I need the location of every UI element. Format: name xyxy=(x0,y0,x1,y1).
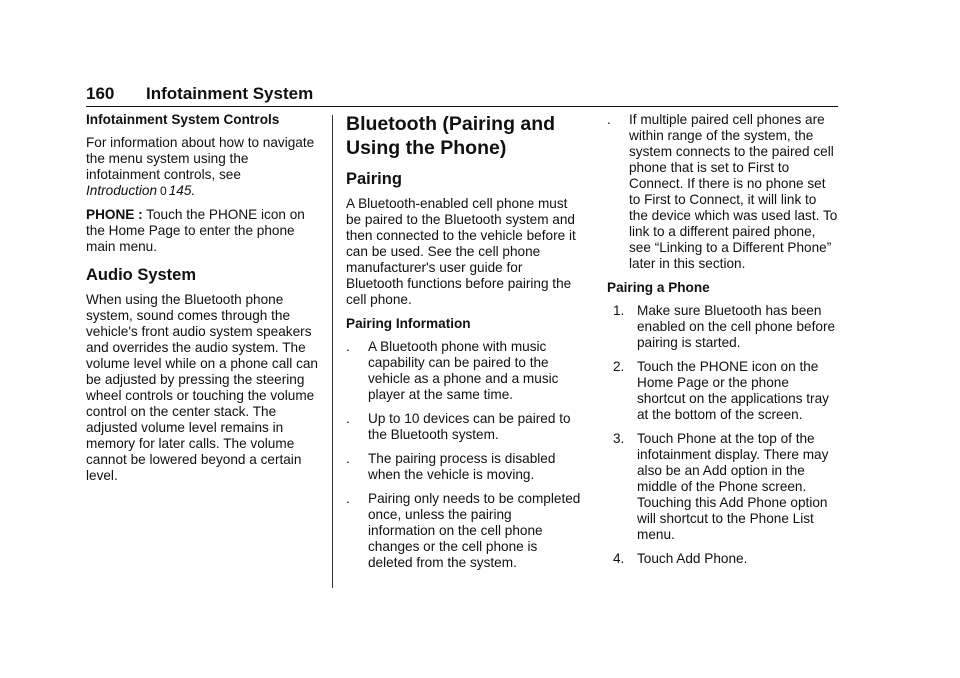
bullet-marker: . xyxy=(607,112,611,127)
bullet-marker: . xyxy=(346,339,350,354)
step-item xyxy=(607,431,839,543)
step-number: 2. xyxy=(613,359,625,374)
controls-subheading: Infotainment System Controls xyxy=(86,112,280,127)
phone-paragraph xyxy=(86,207,326,255)
controls-intro-text: For information about how to navigate the menu system using the infotainment controls, see xyxy=(86,135,315,182)
step-number: 4. xyxy=(613,551,625,566)
bullet-marker: . xyxy=(346,451,350,466)
introduction-page-ref[interactable]: 145 xyxy=(168,183,192,198)
pairing-paragraph: A Bluetooth-enabled cell phone must be paired to the Bluetooth system and then connected to the vehicle before it can be used. See the cell phone manufacturer's user guide for Bluetooth functions before pairing the cell phone. xyxy=(346,196,576,307)
bullet-marker: . xyxy=(346,491,350,506)
bullet-text: If multiple paired cell phones are within range of the system, the system connects to the paired cell phone that is set to First to Connect. If there is no phone set to First to Connect, it will link to the device which was used last. To link to a different paired phone, see “Linking to a Different Phone” later in this section. xyxy=(629,112,838,271)
list-item xyxy=(346,339,582,403)
step-item xyxy=(607,303,839,351)
step-text: Touch Add Phone. xyxy=(637,551,748,566)
column-1 xyxy=(86,112,326,492)
phone-label: PHONE : xyxy=(86,207,143,222)
bullet-text: Up to 10 devices can be paired to the Bluetooth system. xyxy=(368,411,571,442)
ref-period: . xyxy=(191,183,196,198)
list-item xyxy=(607,112,839,272)
pairing-info-subheading: Pairing Information xyxy=(346,316,471,331)
bullet-text: A Bluetooth phone with music capability can be paired to the vehicle as a phone and a music player at the same time. xyxy=(368,339,559,402)
bullet-text: Pairing only needs to be completed once, unless the pairing information on the cell phone changes or the cell phone is deleted from the system. xyxy=(368,491,581,570)
page-header xyxy=(86,80,838,107)
page-number: 160 xyxy=(86,84,115,103)
column-3 xyxy=(607,112,839,575)
column-divider xyxy=(332,115,333,588)
pairing-heading: Pairing xyxy=(346,170,402,188)
phone-text: Touch the PHONE icon on the Home Page to enter the phone main menu. xyxy=(86,207,305,254)
page-title: Infotainment System xyxy=(146,84,314,103)
bullet-marker: . xyxy=(346,411,350,426)
bullet-text: The pairing process is disabled when the vehicle is moving. xyxy=(368,451,556,482)
column-2 xyxy=(346,112,582,579)
step-text: Make sure Bluetooth has been enabled on the cell phone before pairing is started. xyxy=(637,303,836,350)
bluetooth-main-heading: Bluetooth (Pairing and Using the Phone) xyxy=(346,113,556,159)
step-number: 1. xyxy=(613,303,625,318)
pairing-a-phone-subheading: Pairing a Phone xyxy=(607,280,710,295)
list-item xyxy=(346,451,582,483)
controls-paragraph xyxy=(86,135,326,199)
list-item xyxy=(346,411,582,443)
step-item xyxy=(607,359,839,423)
list-item xyxy=(346,491,582,571)
page-ref-arrow-icon: 0 xyxy=(160,184,167,198)
step-text: Touch the PHONE icon on the Home Page or the phone shortcut on the applications tray at the bottom of the screen. xyxy=(637,359,829,422)
step-text: Touch Phone at the top of the infotainment display. There may also be an Add option in the middle of the Phone screen. Touching this Add Phone option will shortcut to the Phone List menu. xyxy=(637,431,829,542)
step-item xyxy=(607,551,839,567)
audio-system-heading: Audio System xyxy=(86,266,197,284)
introduction-link[interactable]: Introduction xyxy=(86,183,158,198)
audio-system-paragraph: When using the Bluetooth phone system, sound comes through the vehicle's front audio system speakers and overrides the audio system. The volume level while on a phone call can be adjusted by pressing the steering wheel controls or touching the volume control on the center stack. The adjusted volume level remains in memory for later calls. The volume cannot be lowered beyond a certain level. xyxy=(86,292,318,483)
step-number: 3. xyxy=(613,431,625,446)
